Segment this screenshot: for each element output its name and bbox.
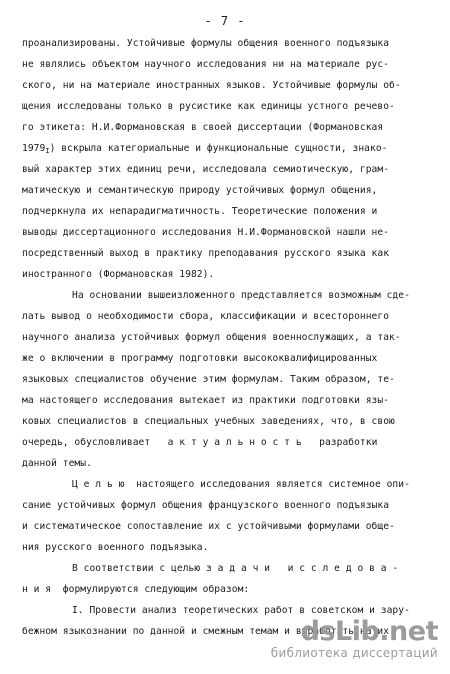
text-line: данной темы. [22, 458, 92, 469]
spaced-term: з а д а ч и [206, 563, 271, 574]
text-fragment: ) вскрыла категориальные и функциональные сущности, знако- [49, 143, 388, 154]
text-line: выводы диссертационного исследования Н.И.Формановской нашли не- [22, 227, 390, 238]
text-line: матическую и семантическую природу устойчивых формул общения, [22, 185, 378, 196]
text-line [22, 584, 249, 596]
text-fragment: В соответствии с целью [72, 563, 201, 574]
text-line: подчеркнула их непарадигматичность. Теоретические положения и [22, 206, 378, 217]
text-line: вый характер этих единиц речи, исследовала семиотическую, грам- [22, 164, 390, 175]
text-line [22, 437, 377, 449]
text-line: ского, ни на материале иностранных языков. Устойчивые формулы об- [22, 80, 401, 91]
text-line: не являлись объектом научного исследования ни на материале рус- [22, 59, 390, 70]
text-line: научного анализа устойчивых формул общения военнослужащих, а так- [22, 332, 401, 343]
text-line [72, 563, 398, 575]
text-line: иностранного (Формановская 1982). [22, 269, 215, 280]
watermark [271, 618, 438, 660]
text-fragment: очередь, обусловливает [22, 437, 151, 448]
text-line: I. Провести анализ теоретических работ в советском и зару- [72, 605, 410, 616]
watermark-subtitle: библиотека диссертаций [270, 646, 438, 660]
text-fragment: настоящего исследования является системное опи- [136, 479, 410, 490]
text-fragment: 1979 [22, 143, 46, 154]
text-line: ковых специалистов в специальных учебных заведениях, что, в свою [22, 416, 395, 427]
text-fragment: формулируются следующим образом: [62, 584, 250, 595]
page-number: - 7 - [204, 14, 246, 28]
text-line: го этикета: Н.И.Формановская в своей диссертации (Формановская [22, 122, 384, 133]
text-line: языковых специалистов обучение этим формулам. Таким образом, те- [22, 374, 395, 385]
text-line: сание устойчивых формул общения французского военного подъязыка [22, 500, 390, 511]
text-line: посредственный выход в практику преподавания русского языка как [22, 248, 390, 259]
text-line: ма настоящего исследования вытекает из практики подготовки язы- [22, 395, 390, 406]
text-line: На основании вышеизложенного представляется возможным сде- [72, 290, 410, 301]
text-line: же о включении в программу подготовки высококвалифицированных [22, 353, 378, 364]
text-line [22, 143, 387, 157]
spaced-term: а к т у а л ь н о с т ь [167, 437, 302, 448]
spaced-term: Ц е л ь ю [72, 479, 125, 490]
text-line: ния русского военного подъязыка. [22, 542, 209, 553]
text-line: и систематическое сопоставление их с устойчивыми формулами обще- [22, 521, 395, 532]
text-line: бежном языкознании по данной и смежным темам и выработать на их [22, 626, 390, 637]
text-line: лать вывод о необходимости сбора, классификации и всестороннего [22, 311, 390, 322]
text-line: проанализированы. Устойчивые формулы общения военного подъязыка [22, 38, 390, 49]
spaced-term: и с с л е д о в а - [287, 563, 399, 574]
text-line [72, 479, 410, 491]
text-line: щения исследованы только в русистике как единицы устного речево- [22, 101, 395, 112]
subscript: I [45, 147, 50, 155]
spaced-term: н и я [22, 584, 52, 595]
watermark-logo: dsLib.net [300, 616, 438, 647]
text-fragment: разработки [319, 437, 378, 448]
